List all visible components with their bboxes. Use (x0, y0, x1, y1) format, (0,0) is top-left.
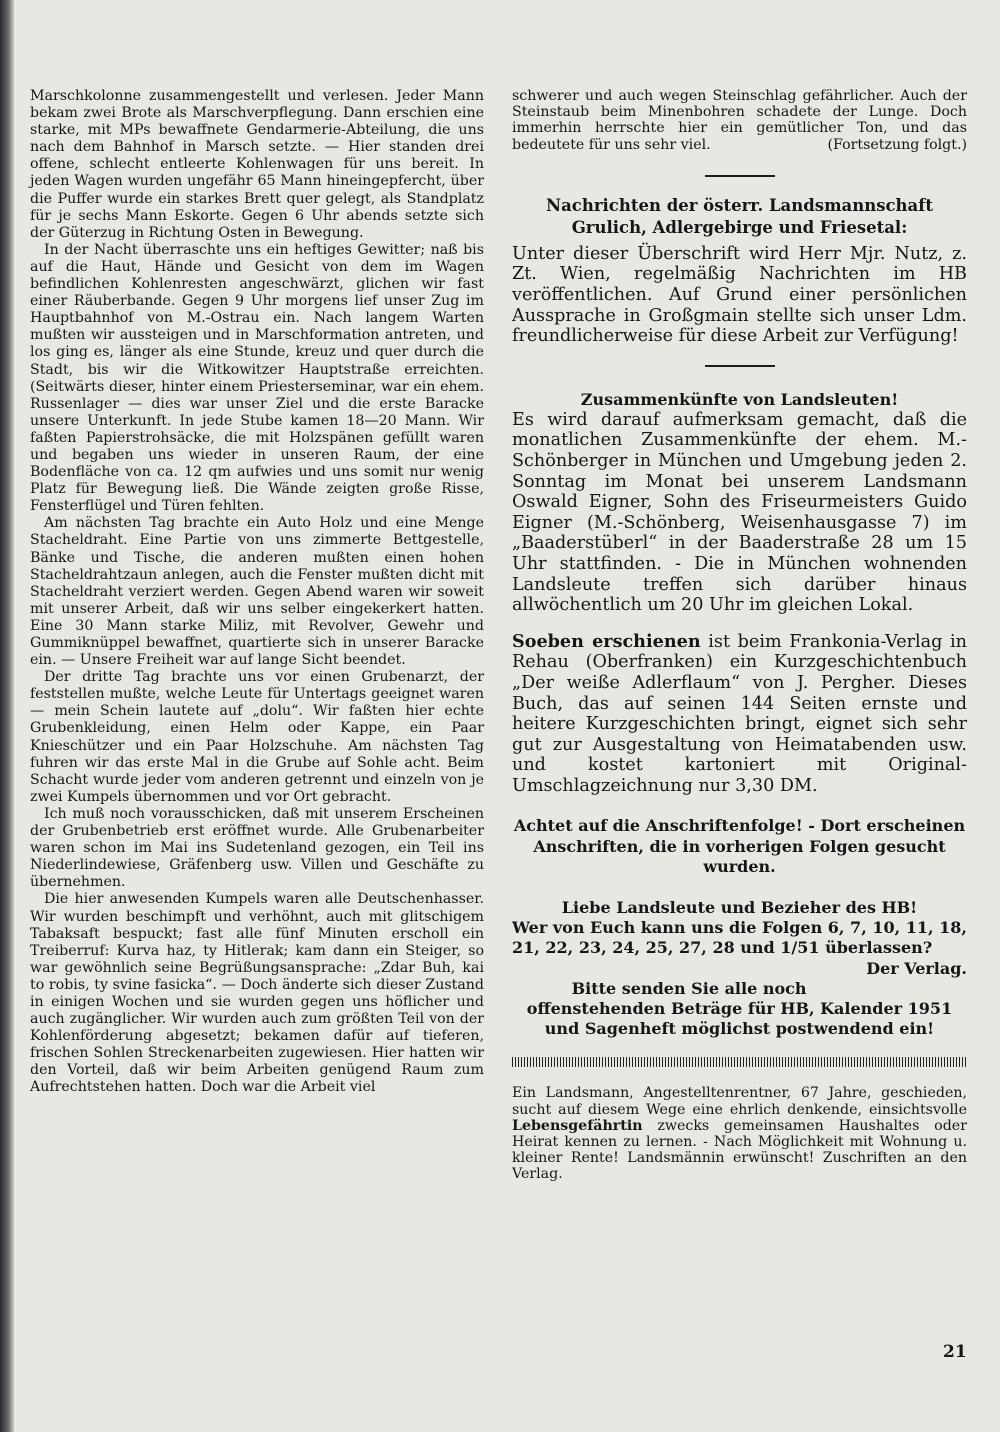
news-heading-line1: Nachrichten der österr. Landsmannschaft (546, 195, 933, 215)
payment-notice: Bitte senden Sie alle noch offenstehenden Beträge für HB, Kalender 1951 und Sagenheft möglichst postwendend ein! (526, 978, 953, 1039)
article-paragraph: Der dritte Tag brachte uns vor einen Grubenarzt, der feststellen mußte, welche Leute für Untertags geeignet waren — mein Schein lautete auf „dolu“. Wir faßten hier echte Grubenkleidung, einen Helm oder Kappe, ein Paar Knieschützer und ein Paar Holzschuhe. Am nächsten Tag fuhren wir das erste Mal in die Grube auf Sohle acht. Beim Schacht wurde jeder vom anderen getrennt und einzeln von je zwei Kumpels übernommen und vor Ort gebracht. (30, 669, 484, 805)
meetings-heading: Zusammenkünfte von Landsleuten! (580, 389, 899, 409)
section-divider (705, 175, 775, 177)
classified-text: zwecks gemeinsamen Haushaltes oder Heirat kennen zu lernen. - Nach Möglichkeit mit Wohnung u. kleiner Rente! Landsmännin erwünscht! Zuschriften an den Verlag. (512, 1117, 967, 1183)
article-continuation (512, 88, 967, 153)
classified-highlight: Lebensgefährtin (512, 1117, 643, 1134)
article-paragraph: Marschkolonne zusammengestellt und verlesen. Jeder Mann bekam zwei Brote als Marschverpflegung. Dann erschien eine starke, mit MPs bewaffnete Gendarmerie-Abteilung, die uns nach dem Bahnhof in Marsch setzte. — Hier standen drei offene, schlecht entleerte Kohlenwagen für uns bereit. In jeden Wagen wurden ungefähr 65 Mann hineingepfercht, über die Puffer wurde ein starkes Brett quer gelegt, als Standplatz für je sechs Mann Eskorte. Gegen 6 Uhr abends setzte sich der Güterzug in Richtung Osten in Bewegung. (30, 88, 484, 241)
section-divider (705, 365, 775, 367)
meetings-body: Es wird darauf aufmerksam gemacht, daß die monatlichen Zusammenkünfte der ehem. M.-Schönberger in München und Umgebung jeden 2. Sonntag im Monat bei unserem Landsmann Oswald Eigner, Sohn des Friseurmeisters Guido Eigner (M.-Schönberg, Weisenhausgasse 7) im „Baaderstüberl“ in der Baaderstraße 28 um 15 Uhr stattfinden. - Die in München wohnenden Landsleute treffen sich darüber hinaus allwöchentlich um 20 Uhr im gleichen Lokal. (512, 409, 967, 616)
continuation-note: (Fortsetzung folgt.) (827, 136, 967, 153)
right-column (512, 88, 967, 1183)
appeal-signature: Der Verlag. (866, 958, 967, 978)
continuation-text: schwerer und auch wegen Steinschlag gefährlicher. Auch der Steinstaub beim Minenbohren schadete der Lunge. Doch immerhin herrschte hier ein gemütlicher Ton, und das bedeutete für uns sehr viel. (512, 88, 967, 153)
page-binding-edge (0, 0, 14, 1432)
article-paragraph: In der Nacht überraschte uns ein heftiges Gewitter; naß bis auf die Haut, Hände und Gesicht von dem im Wagen befindlichen Kohlenresten angeschwärzt, glichen wir fast einer Räuberbande. Gegen 9 Uhr morgens lief unser Zug im Hauptbahnhof von M.-Ostrau ein. Nach langem Warten mußten wir aussteigen und in Marschformation antreten, und los ging es, länger als eine Stunde, kreuz und quer durch die Stadt, bis wir die Witkowitzer Hauptstraße erreichten. (Seitwärts dieser, hinter einem Priesterseminar, war ein ehem. Russenlager — dies war unser Ziel und die erste Baracke unsere Unterkunft. In jede Stube kamen 18—20 Mann. Wir faßten Papierstrohsäcke, die mit Holzspänen gefüllt waren und begaben uns wieder in unseren Raum, der eine Bodenfläche von ca. 12 qm aufwies und uns somit nur wenig Platz für Bewegung ließ. Die Wände zeigten große Risse, Fensterflügel und Türen fehlten. (30, 241, 484, 515)
appeal-heading: Liebe Landsleute und Bezieher des HB! (561, 898, 918, 918)
classified-ad (512, 1085, 967, 1182)
left-column-article (30, 88, 484, 1097)
classified-text: Ein Landsmann, Angestelltenrentner, 67 Jahre, geschieden, sucht auf diesem Wege eine ehrlich denkende, einsichtsvolle (512, 1085, 967, 1118)
article-paragraph: Ich muß noch vorausschicken, daß mit unserem Erscheinen der Grubenbetrieb erst eröffnet wurde. Alle Grubenarbeiter waren schon im Mai ins Sudetenland gezogen, ein Teil ins Niederlindewiese, Gräfenberg usw. Villen und Geschäfte zu übernehmen. (30, 805, 484, 891)
news-body: Unter dieser Überschrift wird Herr Mjr. Nutz, z. Zt. Wien, regelmäßig Nachrichten im HB veröffentlichen. Auf Grund einer persönlichen Aussprache in Großgmain stellte sich unser Ldm. freundlicherweise für diese Arbeit zur Verfügung! (512, 243, 967, 347)
book-lead: Soeben erschienen (512, 630, 701, 652)
page-number: 21 (943, 1342, 967, 1362)
appeal-text: Wer von Euch kann uns die Folgen 6, 7, 10, 11, 18, 21, 22, 23, 24, 25, 27, 28 und 1/51 überlassen? (512, 918, 967, 958)
book-body: ist beim Frankonia-Verlag in Rehau (Oberfranken) ein Kurzgeschichtenbuch „Der weiße Adlerflaum“ von J. Pergher. Dieses Buch, das auf seinen 144 Seiten ernste und heitere Kurzgeschichten bringt, eignet sich sehr gut zur Ausgestaltung von Heimatabenden usw. und kostet kartoniert mit Original-Umschlagzeichnung nur 3,30 DM. (512, 631, 968, 796)
news-heading-line2: Grulich, Adlergebirge und Friesetal: (571, 217, 908, 237)
book-announcement (512, 632, 967, 797)
article-paragraph: Die hier anwesenden Kumpels waren alle Deutschenhasser. Wir wurden beschimpft und verhöhnt, auch mit glitschigem Tabaksaft bespuckt; fast alle fünf Minuten erscholl ein Treiberruf: Kurva haz, ty Hitlerak; kam dann ein Steiger, so war gewöhnlich seine Begrüßungsansprache: „Zdar Buh, kai to robis, ty svine fasicka“. — Doch änderte sich dieser Zustand in einigen Wochen und sie wurden gegen uns höflicher und auch zugänglicher. Wir wurden auch zum größten Teil von der Kohlenförderung abgesetzt; bekamen dafür auf tieferen, frischen Sohlen Streckenarbeiten zugewiesen. Hier hatten wir den Vorteil, daß wir beim Arbeiten genügend Raum zum Aufrechtstehen hatten. Doch war die Arbeit viel (30, 891, 484, 1096)
article-paragraph: Am nächsten Tag brachte ein Auto Holz und eine Menge Stacheldraht. Eine Partie von uns zimmerte Bettgestelle, Bänke und Tische, die anderen mußten einen hohen Stacheldrahtzaun anlegen, auch die Fenster mußten dicht mit Stacheldraht verziert werden. Gegen Abend waren wir soweit mit unserer Arbeit, daß wir uns selber eingekerkert hatten. Eine 30 Mann starke Miliz, mit Revolver, Gewehr und Gummiknüppel bewaffnet, quartierte sich in unserer Baracke ein. — Unsere Freiheit war auf lange Sicht beendet. (30, 515, 484, 669)
dotted-separator (512, 1057, 967, 1067)
appeal-body (512, 918, 967, 978)
address-notice: Achtet auf die Anschriftenfolge! - Dort erscheinen Anschriften, die in vorherigen Folgen gesucht wurden. (513, 816, 966, 876)
